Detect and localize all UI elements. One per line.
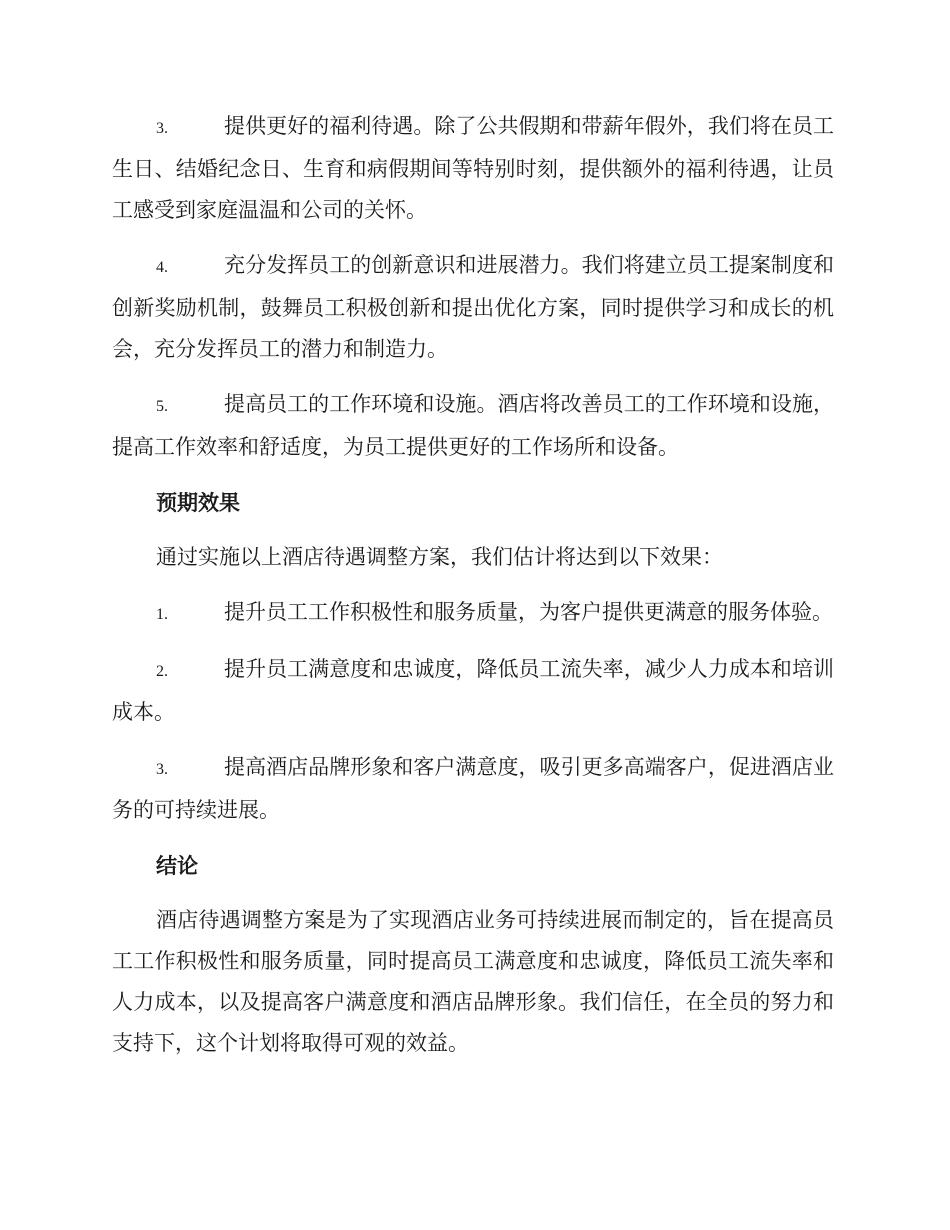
list-item-4 [112,245,834,370]
effects-intro-paragraph: 通过实施以上酒店待遇调整方案，我们估计将达到以下效果： [156,545,723,569]
list-item-5 [112,384,834,468]
list-item-text: 提升员工满意度和忠诚度，降低员工流失率，减少人力成本和培训成本。 [112,657,834,724]
list-number: 2. [156,663,168,680]
list-item-text: 提高员工的工作环境和设施。酒店将改善员工的工作环境和设施，提高工作效率和舒适度，为员工提供更好的工作场所和设备。 [112,392,834,459]
list-number: 3. [156,120,168,137]
list-item-text: 充分发挥员工的创新意识和进展潜力。我们将建立员工提案制度和创新奖励机制，鼓舞员工积极创新和提出优化方案，同时提供学习和成长的机会，充分发挥员工的潜力和制造力。 [112,253,834,361]
list-item-text: 提高酒店品牌形象和客户满意度，吸引更多高端客户，促进酒店业务的可持续进展。 [112,755,834,822]
effect-item-1 [112,592,834,635]
conclusion-paragraph: 酒店待遇调整方案是为了实现酒店业务可持续进展而制定的，旨在提高员工工作积极性和服务质量，同时提高员工满意度和忠诚度，降低员工流失率和人力成本，以及提高客户满意度和酒店品牌形象。我们信任，在全员的努力和支持下，这个计划将取得可观的效益。 [112,908,834,1055]
list-number: 4. [156,259,168,276]
section-heading-expected-effects: 预期效果 [156,490,240,515]
document-page [112,106,834,1078]
effect-item-3 [112,747,834,831]
list-number: 1. [156,606,168,623]
list-number: 3. [156,761,168,778]
section-heading-conclusion: 结论 [156,853,198,878]
list-item-text: 提供更好的福利待遇。除了公共假期和带薪年假外，我们将在员工生日、结婚纪念日、生育和病假期间等特别时刻，提供额外的福利待遇，让员工感受到家庭温温和公司的关怀。 [112,114,834,222]
list-number: 5. [156,398,168,415]
list-item-3 [112,106,834,231]
effect-item-2 [112,649,834,733]
list-item-text: 提升员工工作积极性和服务质量，为客户提供更满意的服务体验。 [224,600,833,624]
